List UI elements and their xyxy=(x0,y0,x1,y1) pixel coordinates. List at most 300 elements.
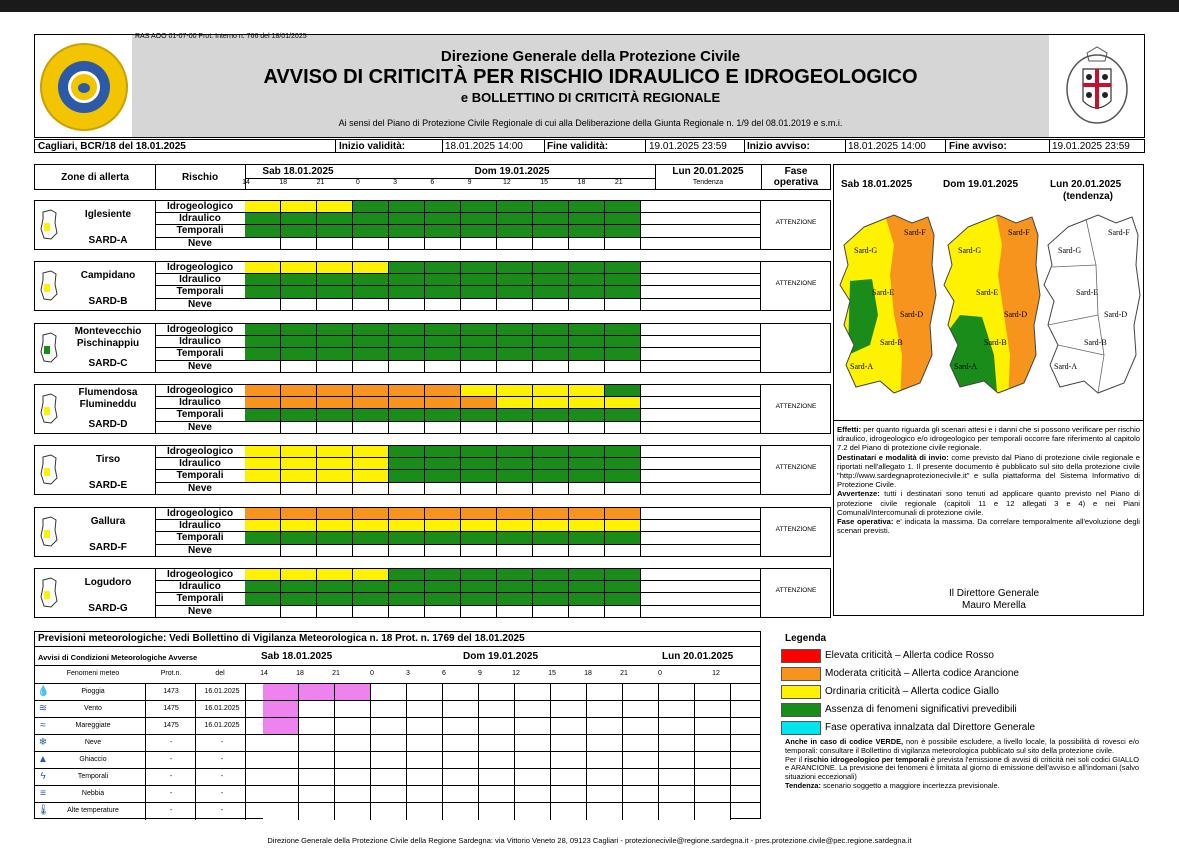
risk-cell xyxy=(317,569,353,581)
risk-cell xyxy=(497,286,533,298)
tendenza-cell xyxy=(641,422,761,434)
fine-validita-label: Fine validità: xyxy=(547,141,609,152)
meteo-cell xyxy=(479,786,515,803)
risk-cell xyxy=(605,458,641,470)
risk-cell xyxy=(425,361,461,373)
risk-label: Temporali xyxy=(155,348,245,360)
note2-bold: rischio idrogeologico per temporali xyxy=(804,754,929,764)
risk-cell xyxy=(605,274,641,286)
zone-map-icon xyxy=(39,270,59,302)
risk-cell xyxy=(605,409,641,421)
risk-cell xyxy=(245,508,281,520)
risk-cell xyxy=(461,213,497,225)
note1-bold: Anche in caso di codice VERDE, xyxy=(785,737,904,746)
hour-label: 21 xyxy=(316,179,325,186)
meteo-cell xyxy=(659,786,695,803)
risk-cell xyxy=(281,422,317,434)
risk-cell xyxy=(281,409,317,421)
meteo-cell xyxy=(407,803,443,820)
fase-operativa-header: Fase operativa xyxy=(773,166,819,188)
risk-cell xyxy=(353,262,389,274)
risk-label: Idrogeologico xyxy=(155,446,245,458)
svg-text:Sard-D: Sard-D xyxy=(900,310,924,319)
risk-cell xyxy=(461,274,497,286)
day3-header: Lun 20.01.2025 xyxy=(672,166,744,177)
risk-cell xyxy=(245,274,281,286)
risk-cell xyxy=(569,299,605,311)
risk-label: Temporali xyxy=(155,532,245,544)
risk-cell xyxy=(353,286,389,298)
meteo-cell xyxy=(443,769,479,786)
meteo-del: 16.01.2025 xyxy=(204,688,240,695)
meteo-cell xyxy=(479,701,515,718)
meteo-hour-label: 14 xyxy=(260,670,268,677)
risk-cell xyxy=(317,422,353,434)
meteo-cell xyxy=(695,786,731,803)
risk-cell xyxy=(533,569,569,581)
effects-text xyxy=(837,425,1140,535)
risk-cell xyxy=(425,532,461,544)
risk-cell xyxy=(497,324,533,336)
risk-cell xyxy=(461,606,497,618)
fase-operativa-value: ATTENZIONE xyxy=(775,403,817,410)
risk-cell xyxy=(425,262,461,274)
ice-warning-icon: ▲ xyxy=(38,754,48,765)
meteo-cell xyxy=(263,735,299,752)
risk-cell xyxy=(461,422,497,434)
risk-cell xyxy=(533,446,569,458)
risk-cell xyxy=(605,336,641,348)
protocol-text: RAS AOO 01-07-00 Prot. Interno n. 766 del 18/01/2025 xyxy=(135,33,307,40)
meteo-prot: - xyxy=(169,790,173,797)
risk-cell xyxy=(605,397,641,409)
risk-cell xyxy=(317,581,353,593)
meteo-cell xyxy=(587,718,623,735)
risk-cell xyxy=(605,422,641,434)
inizio-avviso-label: Inizio avviso: xyxy=(747,141,810,152)
risk-cell xyxy=(353,397,389,409)
zone-row xyxy=(34,323,831,373)
meteo-cell xyxy=(515,701,551,718)
risk-cell xyxy=(497,606,533,618)
risk-label: Neve xyxy=(188,482,212,494)
risk-cell xyxy=(389,274,425,286)
zone-row xyxy=(34,507,831,557)
risk-label: Idrogeologico xyxy=(155,201,245,213)
zone-code: SARD-G xyxy=(88,603,128,614)
meteo-cell xyxy=(263,701,299,718)
risk-cell xyxy=(389,606,425,618)
zone-name: Iglesiente xyxy=(84,209,132,220)
risk-cell xyxy=(245,336,281,348)
risk-cell xyxy=(569,569,605,581)
risk-label: Idrogeologico xyxy=(155,324,245,336)
risk-cell xyxy=(569,545,605,557)
risk-cell xyxy=(317,458,353,470)
tendenza-cell xyxy=(641,324,761,336)
meteo-prot: 1473 xyxy=(163,688,179,695)
risk-cell xyxy=(569,422,605,434)
risk-label: Neve xyxy=(188,360,212,372)
risk-cell xyxy=(461,520,497,532)
risk-cell xyxy=(497,593,533,605)
risk-cell xyxy=(461,286,497,298)
svg-text:Sard-A: Sard-A xyxy=(1054,362,1078,371)
meteo-cell xyxy=(479,769,515,786)
zone-row xyxy=(34,568,831,618)
meteo-cell xyxy=(407,735,443,752)
risk-cell xyxy=(461,508,497,520)
risk-cell xyxy=(569,361,605,373)
legend-label: Moderata criticità – Allerta codice Arancione xyxy=(825,668,1019,679)
svg-text:Sard-E: Sard-E xyxy=(872,288,895,297)
risk-cell xyxy=(461,348,497,360)
hour-label: 15 xyxy=(540,179,549,186)
risk-cell xyxy=(389,262,425,274)
risk-cell xyxy=(281,545,317,557)
risk-cell xyxy=(533,361,569,373)
director-name: Mauro Merella xyxy=(962,600,1026,611)
meteo-cell xyxy=(551,684,587,701)
tendenza-cell xyxy=(641,201,761,213)
meteo-cell xyxy=(479,684,515,701)
risk-cell xyxy=(245,348,281,360)
meteo-cell xyxy=(299,718,335,735)
meteo-phenomenon: Temporali xyxy=(77,773,109,780)
risk-cell xyxy=(245,409,281,421)
risk-label: Idraulico xyxy=(155,520,245,532)
org-name: Direzione Generale della Protezione Civile xyxy=(440,48,741,65)
zone-row xyxy=(34,261,831,311)
meteo-cell xyxy=(551,735,587,752)
meteo-row xyxy=(35,683,760,700)
meteo-del: - xyxy=(220,739,224,746)
risk-cell xyxy=(245,299,281,311)
meteo-cell xyxy=(695,769,731,786)
meteo-cell xyxy=(299,803,335,820)
risk-cell xyxy=(569,274,605,286)
tendenza-header: Tendenza xyxy=(692,179,724,186)
risk-cell xyxy=(389,385,425,397)
risk-cell xyxy=(389,225,425,237)
risk-cell xyxy=(389,593,425,605)
risk-cell xyxy=(389,446,425,458)
risk-cell xyxy=(281,520,317,532)
meteo-cell xyxy=(695,701,731,718)
col-del: del xyxy=(215,670,225,677)
risk-cell xyxy=(497,336,533,348)
risk-cell xyxy=(533,201,569,213)
risk-cell xyxy=(245,385,281,397)
meteo-row xyxy=(35,717,760,734)
legend-swatch xyxy=(781,721,821,735)
storm-icon: ϟ xyxy=(40,771,46,782)
zone-map-icon xyxy=(39,393,59,425)
meteo-cell xyxy=(443,701,479,718)
meteo-phenomenon: Neve xyxy=(84,739,102,746)
risk-cell xyxy=(245,520,281,532)
meteo-cell xyxy=(299,735,335,752)
meteo-phenomenon: Mareggiate xyxy=(75,722,111,729)
tendenza-cell xyxy=(641,581,761,593)
meteo-phenomenon: Nebbia xyxy=(81,790,105,797)
risk-cell xyxy=(497,545,533,557)
meteo-title: Previsioni meteorologiche: Vedi Bollettino di Vigilanza Meteorologica n. 18 Prot. n. 1769 del 18.01.2025 xyxy=(38,633,525,644)
avvertenze-label: Avvertenze: xyxy=(837,489,880,499)
tendenza-cell xyxy=(641,262,761,274)
risk-cell xyxy=(425,520,461,532)
meteo-cell xyxy=(371,803,407,820)
risk-cell xyxy=(353,422,389,434)
note2-text: è prevista l'emissione di avvisi di criticità nei soli codici GIALLO e ARANCIONE. La previsione dei fenomeni è limitata al giorno di emissione dell'avviso e all'indomani (salvo situazioni eccezionali) xyxy=(785,754,1139,782)
bulletin-id: Cagliari, BCR/18 del 18.01.2025 xyxy=(38,141,186,152)
meteo-cell xyxy=(443,803,479,820)
fog-icon: ≡ xyxy=(40,788,46,799)
meteo-cell xyxy=(515,735,551,752)
meteo-cell xyxy=(443,684,479,701)
risk-cell xyxy=(569,225,605,237)
risk-cell xyxy=(425,213,461,225)
meteo-cell xyxy=(371,684,407,701)
zone-code: SARD-C xyxy=(88,358,128,369)
risk-cell xyxy=(317,508,353,520)
risk-cell xyxy=(425,336,461,348)
meteo-cell xyxy=(659,701,695,718)
meteo-cell xyxy=(335,769,371,786)
risk-cell xyxy=(533,593,569,605)
risk-cell xyxy=(497,483,533,495)
destinatari-label: Destinatari e modalità di invio: xyxy=(837,452,949,462)
day2-header: Dom 19.01.2025 xyxy=(474,166,550,177)
meteo-phenomenon: Pioggia xyxy=(81,688,105,695)
risk-cell xyxy=(605,470,641,482)
meteo-phenomenon: Vento xyxy=(84,705,102,712)
risk-cell xyxy=(245,606,281,618)
risk-cell xyxy=(281,299,317,311)
risk-cell xyxy=(317,385,353,397)
risk-cell xyxy=(533,385,569,397)
risk-cell xyxy=(245,483,281,495)
risk-cell xyxy=(497,213,533,225)
risk-label: Idraulico xyxy=(155,581,245,593)
regione-logo xyxy=(40,43,128,131)
risk-cell xyxy=(317,520,353,532)
meteo-cell xyxy=(659,718,695,735)
risk-cell xyxy=(245,397,281,409)
risk-cell xyxy=(425,593,461,605)
risk-cell xyxy=(461,201,497,213)
risk-cell xyxy=(389,348,425,360)
risk-cell xyxy=(497,508,533,520)
risk-cell xyxy=(317,446,353,458)
meteo-cell xyxy=(371,718,407,735)
risk-label: Idrogeologico xyxy=(155,385,245,397)
svg-text:Sard-G: Sard-G xyxy=(854,246,878,255)
meteo-prot: - xyxy=(169,756,173,763)
risk-cell xyxy=(569,606,605,618)
risk-label: Neve xyxy=(188,298,212,310)
risk-cell xyxy=(605,508,641,520)
risk-cell xyxy=(425,508,461,520)
risk-cell xyxy=(353,545,389,557)
risk-cell xyxy=(497,385,533,397)
risk-cell xyxy=(245,458,281,470)
risk-cell xyxy=(425,238,461,250)
risk-cell xyxy=(317,483,353,495)
fase-operativa-value: ATTENZIONE xyxy=(775,219,817,226)
meteo-cell xyxy=(515,803,551,820)
zone-row xyxy=(34,445,831,495)
meteo-cell xyxy=(515,769,551,786)
risk-cell xyxy=(245,324,281,336)
inizio-validita-label: Inizio validità: xyxy=(339,141,406,152)
risk-cell xyxy=(389,422,425,434)
zone-map-icon xyxy=(39,332,59,364)
risk-cell xyxy=(461,324,497,336)
map-day2 xyxy=(938,205,1048,405)
meteo-cell xyxy=(263,718,299,735)
risk-cell xyxy=(569,483,605,495)
meteo-cell xyxy=(515,752,551,769)
risk-cell xyxy=(461,397,497,409)
zone-code: SARD-F xyxy=(89,542,127,553)
risk-cell xyxy=(605,213,641,225)
svg-text:Sard-B: Sard-B xyxy=(1084,338,1107,347)
risk-cell xyxy=(497,262,533,274)
risk-cell xyxy=(461,483,497,495)
meteo-cell xyxy=(299,786,335,803)
risk-cell xyxy=(245,422,281,434)
meteo-cell xyxy=(407,701,443,718)
zone-code: SARD-E xyxy=(88,480,128,491)
meteo-del: - xyxy=(220,773,224,780)
meteo-hour-label: 0 xyxy=(370,670,374,677)
risk-cell xyxy=(389,238,425,250)
risk-cell xyxy=(317,532,353,544)
risk-cell xyxy=(425,569,461,581)
meteo-cell xyxy=(623,752,659,769)
risk-cell xyxy=(389,409,425,421)
svg-text:Sard-B: Sard-B xyxy=(984,338,1007,347)
risk-cell xyxy=(569,520,605,532)
risk-cell xyxy=(605,581,641,593)
risk-cell xyxy=(569,262,605,274)
risk-cell xyxy=(461,458,497,470)
meteo-row xyxy=(35,768,760,785)
risk-cell xyxy=(425,581,461,593)
meteo-cell xyxy=(335,684,371,701)
risk-cell xyxy=(281,569,317,581)
risk-cell xyxy=(281,225,317,237)
risk-cell xyxy=(281,201,317,213)
risk-cell xyxy=(605,569,641,581)
risk-cell xyxy=(353,532,389,544)
risk-cell xyxy=(353,508,389,520)
risk-cell xyxy=(533,336,569,348)
risk-cell xyxy=(497,299,533,311)
risk-label: Idrogeologico xyxy=(155,508,245,520)
risk-cell xyxy=(569,409,605,421)
risk-cell xyxy=(353,336,389,348)
risk-cell xyxy=(569,593,605,605)
tendenza-label: Tendenza: xyxy=(785,780,821,790)
zone-code: SARD-A xyxy=(88,235,128,246)
risk-cell xyxy=(461,225,497,237)
risk-cell xyxy=(497,409,533,421)
meteo-cell xyxy=(659,735,695,752)
meteo-cell xyxy=(659,803,695,820)
hour-label: 18 xyxy=(279,179,288,186)
meteo-cell xyxy=(263,684,299,701)
svg-text:Sard-G: Sard-G xyxy=(958,246,982,255)
legend-label: Assenza di fenomeni significativi prevedibili xyxy=(825,704,1017,715)
tendenza-cell xyxy=(641,385,761,397)
fine-validita-value: 19.01.2025 23:59 xyxy=(649,141,727,152)
meteo-row xyxy=(35,802,760,819)
legend-title: Legenda xyxy=(785,633,827,644)
risk-cell xyxy=(425,286,461,298)
effetti-label: Effetti: xyxy=(837,425,862,434)
risk-cell xyxy=(317,593,353,605)
meteo-cell xyxy=(443,752,479,769)
risk-cell xyxy=(245,286,281,298)
meteo-phenomenon: Ghiaccio xyxy=(79,756,107,763)
meteo-cell xyxy=(551,718,587,735)
risk-cell xyxy=(461,409,497,421)
meteo-cell xyxy=(623,684,659,701)
meteo-cell xyxy=(659,769,695,786)
fase-operativa-value: ATTENZIONE xyxy=(775,587,817,594)
risk-cell xyxy=(317,545,353,557)
risk-cell xyxy=(425,299,461,311)
note1-text: non è possibile escludere, a livello locale, la possibilità di rovesci e/o temporali: consultare il Bollettino di vigilanza meteorologica pubblicato sul sito della protezione civile. xyxy=(785,737,1140,755)
meteo-cell xyxy=(263,769,299,786)
map1-label-f: Sard-F xyxy=(904,228,926,237)
risk-cell xyxy=(317,348,353,360)
risk-cell xyxy=(245,569,281,581)
meteo-cell xyxy=(515,718,551,735)
svg-text:Sard-A: Sard-A xyxy=(954,362,978,371)
risk-cell xyxy=(389,201,425,213)
svg-text:Sard-B: Sard-B xyxy=(880,338,903,347)
svg-text:Sard-D: Sard-D xyxy=(1104,310,1128,319)
risk-cell xyxy=(569,458,605,470)
risk-cell xyxy=(497,238,533,250)
risk-cell xyxy=(425,201,461,213)
risk-cell xyxy=(389,545,425,557)
meteo-cell xyxy=(587,786,623,803)
zone-code: SARD-B xyxy=(88,296,128,307)
meteo-cell xyxy=(299,684,335,701)
risk-cell xyxy=(389,299,425,311)
risk-cell xyxy=(389,397,425,409)
risk-cell xyxy=(281,361,317,373)
meteo-cell xyxy=(335,752,371,769)
meteo-del: - xyxy=(220,756,224,763)
meteo-cell xyxy=(587,752,623,769)
risk-cell xyxy=(533,225,569,237)
risk-cell xyxy=(317,397,353,409)
risk-cell xyxy=(461,581,497,593)
risk-cell xyxy=(245,262,281,274)
hour-label: 0 xyxy=(355,179,360,186)
risk-label: Neve xyxy=(188,421,212,433)
meteo-cell xyxy=(371,735,407,752)
risk-cell xyxy=(425,348,461,360)
hour-label: 18 xyxy=(577,179,586,186)
risk-cell xyxy=(389,581,425,593)
meteo-cell xyxy=(479,718,515,735)
